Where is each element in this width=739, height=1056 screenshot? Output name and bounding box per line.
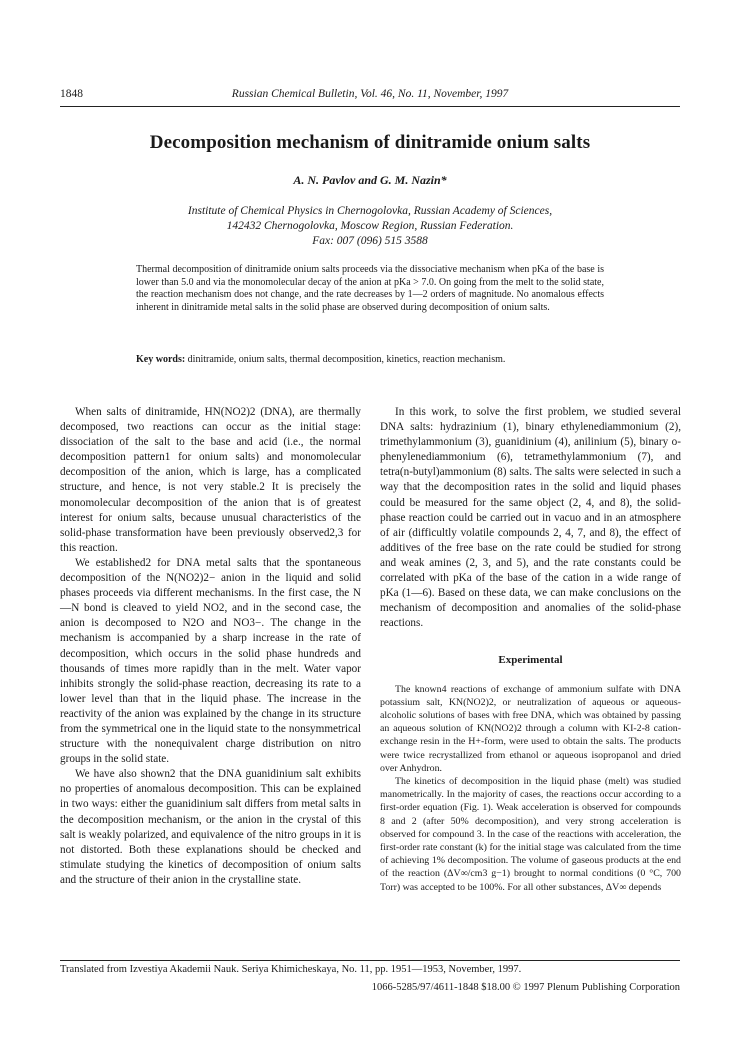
affiliation-line-1: Institute of Chemical Physics in Chernogolovka, Russian Academy of Sciences, [187,205,553,217]
left-column [60,405,361,888]
keywords-text: dinitramide, onium salts, thermal decomposition, kinetics, reaction mechanism. [187,354,506,365]
journal-citation: Russian Chemical Bulletin, Vol. 46, No. 11, November, 1997 [231,88,509,100]
affiliation-line-2: 142432 Chernogolovka, Moscow Region, Russian Federation. [226,220,514,232]
translation-note: Translated from Izvestiya Akademii Nauk. Seriya Khimicheskaya, No. 11, pp. 1951—1953, November, 1997. [60,964,522,975]
abstract: Thermal decomposition of dinitramide onium salts proceeds via the dissociative mechanism when pKa of the base is lower than 5.0 and via the monomolecular decay of the anion at pKa > 7.0. On going from the melt to the solid state, the reaction mechanism does not change, and the rate decreases by 1—2 orders of magnitude. No anomalous effects inherent in dinitramide metal salts in the solid phase are observed during decomposition of onium salts. [136,264,604,313]
body-paragraph: We established2 for DNA metal salts that the spontaneous decomposition of the N(NO2)2− anion in the liquid and solid phases proceeds via different mechanisms. In the first case, the N—N bond is cleaved to yield NO2, and in the second case, the anion is decomposed to N2O and NO3−. The change in the mechanism is accompanied by a sharp increase in the rate of decomposition, which occurs in the solid phase hundreds and thousands of times more rapidly than in the melt. Water vapor inhibits strongly the solid-phase reaction, decreasing its rate to a lower level than that in the liquid phase. The increase in the reactivity of the anion was explained by the change in its structure from the symmetrical one in the liquid state to the nonsymmetrical structure with the nonequivalent charge distribution on nitro groups in the solid state. [60,556,361,766]
affiliation-fax: Fax: 007 (096) 515 3588 [312,235,428,247]
section-heading-experimental: Experimental [498,654,563,667]
keywords [136,354,604,367]
article-authors: A. N. Pavlov and G. M. Nazin* [293,173,447,187]
body-paragraph: We have also shown2 that the DNA guanidinium salt exhibits no properties of anomalous decomposition. This can be explained in two ways: either the guanidinium salt differs from metal salts in the decomposition mechanism, or the anion in the crystal of this salt is weakly polarized, and equivalence of the nitro groups in it is not distorted. Both these explanations should be checked and stimulate studying the kinetics of decomposition of onium salts and the structure of their anion in the crystalline state. [60,768,361,886]
copyright-line: 1066-5285/97/4611-1848 $18.00 © 1997 Plenum Publishing Corporation [371,982,680,993]
experimental-paragraph: The kinetics of decomposition in the liquid phase (melt) was studied manometrically. In the majority of cases, the reactions occur according to a first-order equation (Fig. 1). Weak acceleration is observed for compounds 8 and 2 (after 50% decomposition), and very strong acceleration is observed for compound 3. In the case of the reactions with acceleration, the first-order rate constant (k) for the initial stage was calculated from the time of achieving 1% decomposition. The volume of gaseous products at the end of the reaction (ΔV∞/cm3 g−1) brought to normal conditions (0 °C, 700 Torr) was accepted to be 100%. For all other substances, ΔV∞ depends [380,775,681,893]
keywords-label: Key words: [136,354,186,365]
page-number: 1848 [60,88,83,100]
experimental-paragraph: The known4 reactions of exchange of ammonium sulfate with DNA potassium salt, KN(NO2)2, or neutralization of aqueous or aqueous-alcoholic solutions of bases with free DNA, which was obtained by passing an aqueous solution of KN(NO2)2 through a column with KI-2-8 cation-exchange resin in the H+-form, were used to obtain the salts. The products were twice recrystallized from ethanol or aqueous isopropanol and dried over Anhydron. [380,683,681,774]
body-paragraph: In this work, to solve the first problem, we studied several DNA salts: hydrazinium (1), binary ethylenediammonium (2), trimethylammonium (3), guanidinium (4), anilinium (5), binary o-phenylenediammonium (6), tetramethylammonium (7), and tetra(n-butyl)ammonium (8) salts. The salts were selected in such a way that the decomposition rates in the solid and liquid phases could be measured for the same object (2, 4, and 8), the solid-phase reaction could be carried out in vacuo and in an atmosphere of air (difficultly volatile compounds 2, 4, 7, and 8), the effect of additives of the free base on the rate could be studied for strong and weak amines (2, 3, and 5), and the rate constants could be correlated with pKa of the base of the cation in a wide range of pKa (1—6). Based on these data, we can make conclusions on the mechanism of decomposition and anomalies of the solid-phase reactions. [380,406,681,630]
article-title: Decomposition mechanism of dinitramide onium salts [149,132,591,153]
affiliation [110,204,630,249]
right-column [380,405,681,894]
running-head [60,88,680,107]
footer-divider [60,960,680,961]
body-paragraph: When salts of dinitramide, HN(NO2)2 (DNA), are thermally decomposed, two reactions can occur as the initial stage: dissociation of the salt to the base and acid (i.e., the normal decomposition pattern1 for onium salts) and monomolecular decomposition of the anion, which is large, has a complicated structure, and hence, is not very stable.2 It is precisely the monomolecular decomposition of the anion that is of greatest interest for onium salts, because unusual characteristics of the solid-phase transformation have been previously observed2,3 for this reaction. [60,406,361,554]
